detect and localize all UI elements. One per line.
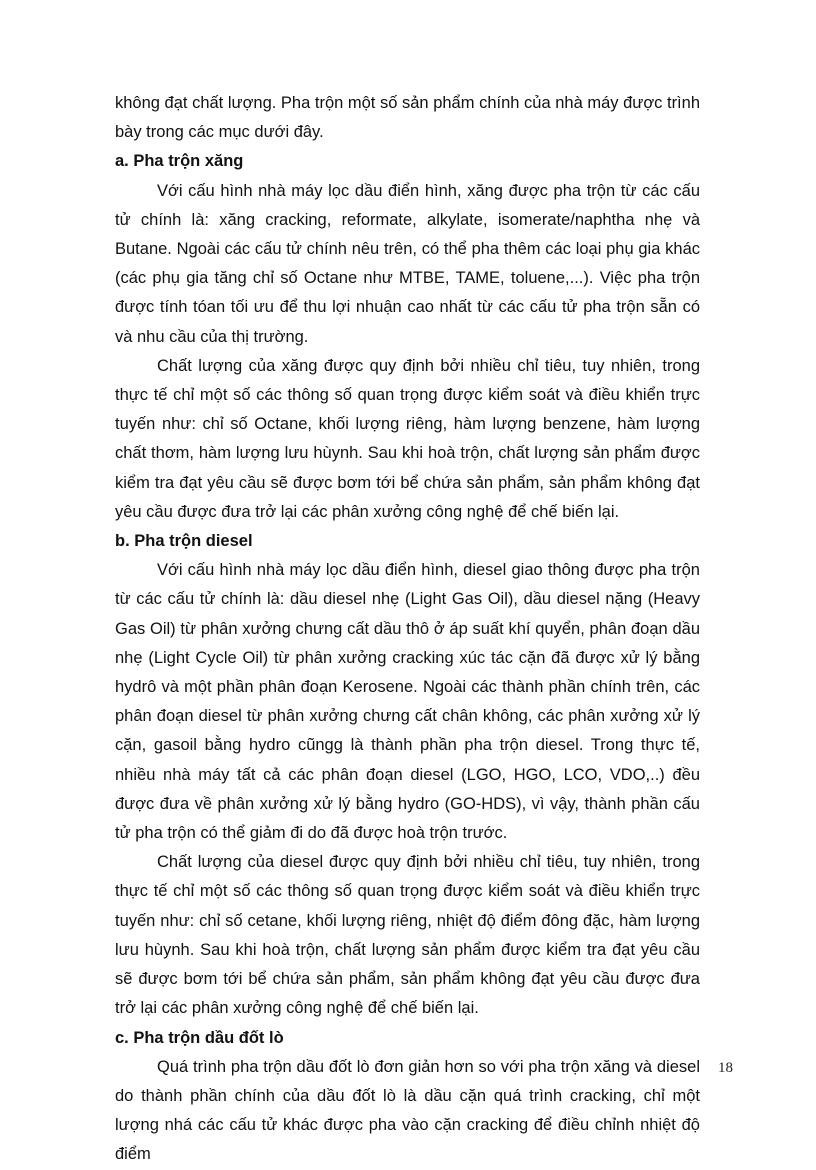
section-b-heading: b. Pha trộn diesel [115, 532, 253, 551]
intro-paragraph: không đạt chất lượng. Pha trộn một số sản phẩm chính của nhà máy được trình bày trong các mục dưới đây. [115, 94, 700, 142]
page-number: 18 [718, 1060, 733, 1076]
section-a-heading: a. Pha trộn xăng [115, 152, 244, 171]
document-body [115, 89, 700, 1170]
section-b-paragraph-2: Chất lượng của diesel được quy định bởi nhiều chỉ tiêu, tuy nhiên, trong thực tế chỉ một số các thông số quan trọng được kiểm soát và điều khiển trực tuyến như: chỉ số cetane, khối lượng riêng, nhiệt độ điểm đông đặc, hàm lượng lưu hùynh. Sau khi hoà trộn, chất lượng sản phẩm được kiểm tra đạt yêu cầu sẽ được bơm tới bể chứa sản phẩm, sản phẩm không đạt yêu cầu được đưa trở lại các phân xưởng công nghệ để chế biến lại. [115, 853, 700, 1018]
section-a-paragraph-1: Với cấu hình nhà máy lọc dầu điển hình, xăng được pha trộn từ các cấu tử chính là: xăng cracking, reformate, alkylate, isomerate/naphtha nhẹ và Butane. Ngoài các cấu tử chính nêu trên, có thể pha thêm các loại phụ gia khác (các phụ gia tăng chỉ số Octane như MTBE, TAME, toluene,...). Việc pha trộn được tính tóan tối ưu để thu lợi nhuận cao nhất từ các cấu tử pha trộn sẵn có và nhu cầu của thị trường. [115, 181, 700, 346]
section-c-paragraph-1: Quá trình pha trộn dầu đốt lò đơn giản hơn so với pha trộn xăng và diesel do thành phần chính của dầu đốt lò là dầu cặn quá trình cracking, chỉ một lượng nhá các cấu tử khác được pha vào cặn cracking để điều chỉnh nhiệt độ điểm [115, 1057, 700, 1164]
section-a-paragraph-2: Chất lượng của xăng được quy định bởi nhiều chỉ tiêu, tuy nhiên, trong thực tế chỉ một số các thông số quan trọng được kiểm soát và điều khiển trực tuyến như: chỉ số Octane, khối lượng riêng, hàm lượng benzene, hàm lượng chất thơm, hàm lượng lưu hùynh. Sau khi hoà trộn, chất lượng sản phẩm được kiểm tra đạt yêu cầu sẽ được bơm tới bể chứa sản phẩm, sản phẩm không đạt yêu cầu được đưa trở lại các phân xưởng công nghệ để chế biến lại. [115, 356, 700, 521]
section-c-heading: c. Pha trộn dầu đốt lò [115, 1028, 284, 1047]
section-b-paragraph-1: Với cấu hình nhà máy lọc dầu điển hình, diesel giao thông được pha trộn từ các cấu tử chính là: dầu diesel nhẹ (Light Gas Oil), dầu diesel nặng (Heavy Gas Oil) từ phân xưởng chưng cất dầu thô ở áp suất khí quyển, phân đoạn dầu nhẹ (Light Cycle Oil) từ phân xưởng cracking xúc tác cặn đã được xử lý bằng hydrô và một phần phân đoạn Kerosene. Ngoài các thành phần chính trên, các phân đoạn diesel từ phân xưởng chưng cất chân không, các phân xưởng xử lý cặn, gasoil bằng hydro cũngg là thành phần pha trộn diesel. Trong thực tế, nhiều nhà máy tất cả các phân đoạn diesel (LGO, HGO, LCO, VDO,..) đều được đưa về phân xưởng xử lý bằng hydro (GO-HDS), vì vậy, thành phần cấu tử pha trộn có thể giảm đi do đã được hoà trộn trước. [115, 561, 700, 843]
